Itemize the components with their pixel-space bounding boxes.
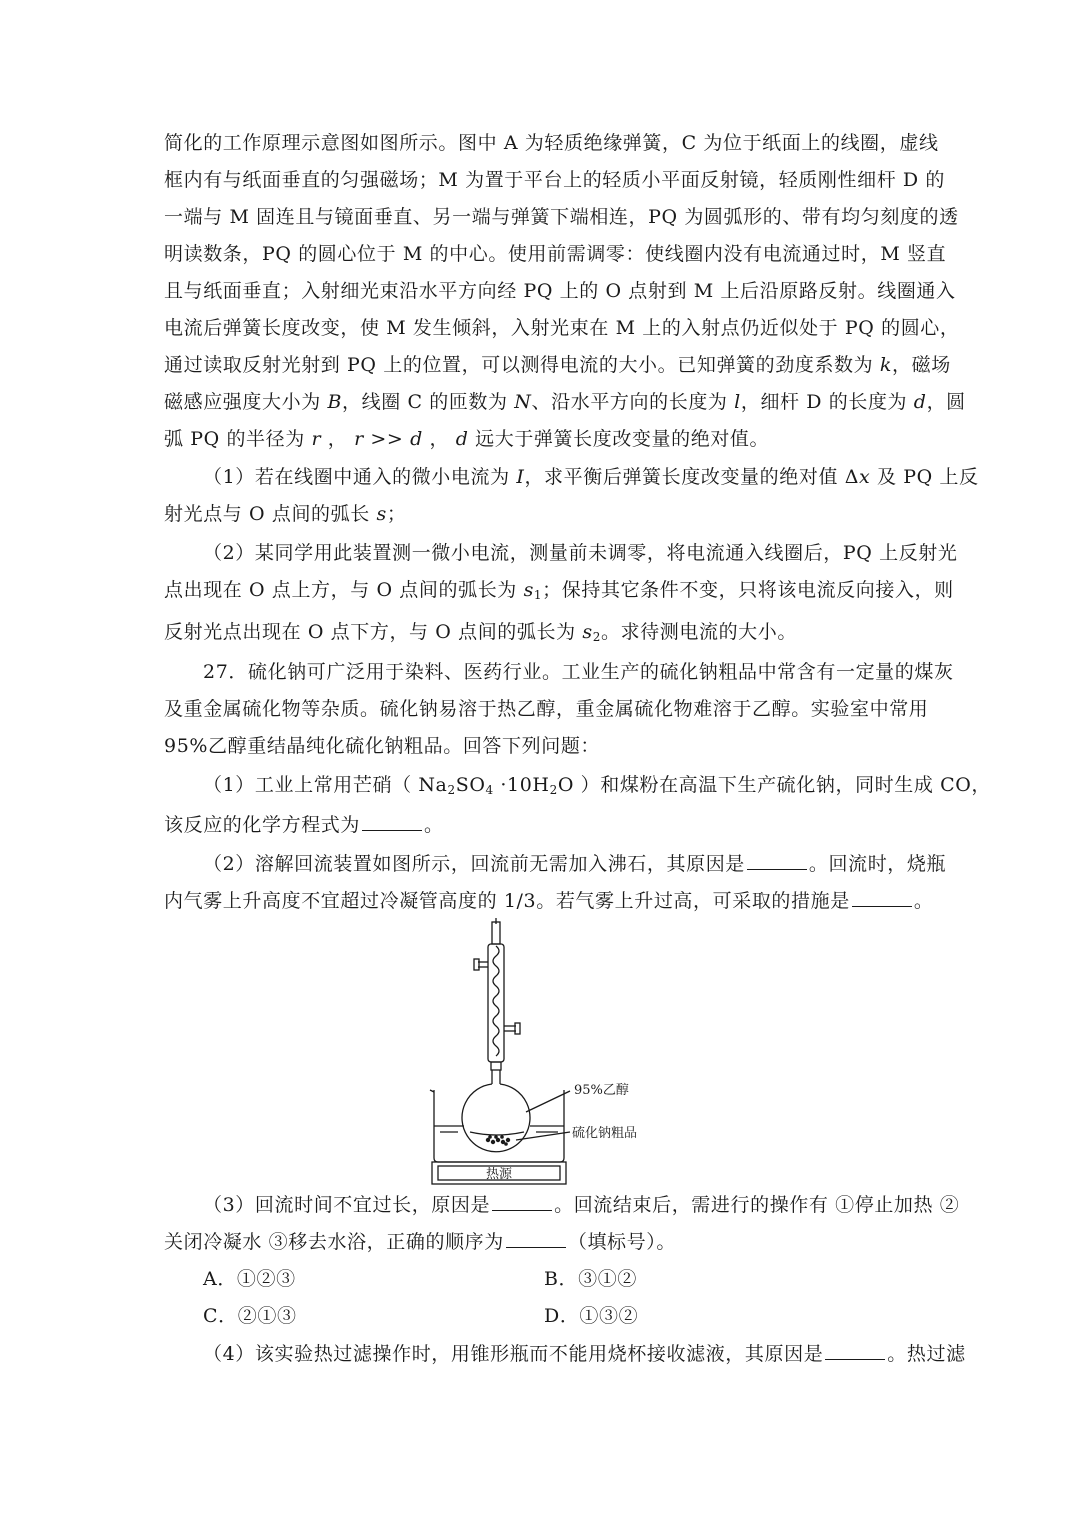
reflux-apparatus-figure [420, 918, 680, 1186]
problem-27-line: 及重金属硫化物等杂质。硫化钠易溶于热乙醇，重金属硫化物难溶于乙醇。实验室中常用 [164, 698, 929, 720]
answer-blank [852, 888, 912, 907]
text-line: 磁感应强度大小为 B，线圈 C 的匝数为 N、沿水平方向的长度为 l，细杆 D 的长度为 d，圆 [164, 391, 966, 413]
label-crude-product: 硫化钠粗品 [572, 1126, 638, 1141]
chem-question-1-line: 该反应的化学方程式为 。 [164, 814, 444, 836]
round-bottom-flask [462, 1084, 530, 1152]
answer-blank [506, 1229, 566, 1248]
option-c: C．②①③ [203, 1305, 297, 1327]
chem-question-3-line: 关闭冷凝水 ③移去水浴，正确的顺序为 （填标号）。 [164, 1231, 676, 1253]
text-line: 简化的工作原理示意图如图所示。图中 A 为轻质绝缘弹簧，C 为位于纸面上的线圈，虚线 [164, 132, 939, 154]
answer-blank [825, 1341, 885, 1360]
chem-question-3-line: （3）回流时间不宜过长，原因是 。回流结束后，需进行的操作有 ①停止加热 ② [203, 1194, 960, 1216]
chem-question-1-line: （1）工业上常用芒硝（ $Na_2SO_4 \cdot 10H_2O$ ）和煤粉在高温下生产硫化钠，同时生成 CO， [203, 774, 992, 797]
answer-blank [362, 812, 422, 831]
label-ethanol: 95%乙醇 [574, 1083, 629, 1098]
condenser-jacket [488, 944, 504, 1062]
condenser-top [492, 922, 500, 944]
option-d: D．①③② [544, 1305, 639, 1327]
label-heat-source: 热源 [486, 1167, 513, 1182]
crude-product-particles [486, 1135, 510, 1146]
chem-question-4-line: （4）该实验热过滤操作时，用锥形瓶而不能用烧杯接收滤液，其原因是 。热过滤 [203, 1343, 966, 1365]
text-line: 一端与 M 固连且与镜面垂直、另一端与弹簧下端相连，PQ 为圆弧形的、带有均匀刻度的透 [164, 206, 959, 228]
option-b: B．③①② [544, 1268, 637, 1290]
question-2-line: （2）某同学用此装置测一微小电流，测量前未调零，将电流通入线圈后，PQ 上反射光 [203, 542, 958, 564]
option-a: A．①②③ [203, 1268, 296, 1290]
chem-question-2-line: （2）溶解回流装置如图所示，回流前无需加入沸石，其原因是 。回流时，烧瓶 [203, 853, 947, 875]
question-2-line: 反射光点出现在 O 点下方，与 O 点间的弧长为 $s_2$。求待测电流的大小。 [164, 621, 797, 644]
text-line: 且与纸面垂直；入射细光束沿水平方向经 PQ 上的 O 点射到 M 上后沿原路反射。线圈通入 [164, 280, 956, 302]
text-line: 通过读取反射光射到 PQ 上的位置，可以测得电流的大小。已知弹簧的劲度系数为 k，磁场 [164, 354, 951, 376]
question-1-line: （1）若在线圈中通入的微小电流为 I，求平衡后弹簧长度改变量的绝对值 Δx 及 PQ 上反 [203, 466, 979, 488]
problem-27-line: 27．硫化钠可广泛用于染料、医药行业。工业生产的硫化钠粗品中常含有一定量的煤灰 [203, 661, 954, 683]
text-line: 框内有与纸面垂直的匀强磁场；M 为置于平台上的轻质小平面反射镜，轻质刚性细杆 D 的 [164, 169, 946, 191]
text-line: 弧 PQ 的半径为 r ， r >> d ， d 远大于弹簧长度改变量的绝对值。 [164, 428, 770, 450]
question-2-line: 点出现在 O 点上方，与 O 点间的弧长为 $s_1$；保持其它条件不变，只将该电流反向接入，则 [164, 579, 954, 602]
chem-question-2-line: 内气雾上升高度不宜超过冷凝管高度的 1/3。若气雾上升过高，可采取的措施是 。 [164, 890, 934, 912]
text-line: 电流后弹簧长度改变，使 M 发生倾斜，入射光束在 M 上的入射点仍近似处于 PQ 的圆心， [164, 317, 960, 339]
condenser-coil [493, 946, 499, 1056]
problem-27-line: 95%乙醇重结晶纯化硫化钠粗品。回答下列问题： [164, 735, 601, 757]
text-line: 明读数条，PQ 的圆心位于 M 的中心。使用前需调零：使线圈内没有电流通过时，M 竖直 [164, 243, 947, 265]
answer-blank [492, 1192, 552, 1211]
question-1-line: 射光点与 O 点间的弧长 s； [164, 503, 407, 525]
answer-blank [747, 851, 807, 870]
